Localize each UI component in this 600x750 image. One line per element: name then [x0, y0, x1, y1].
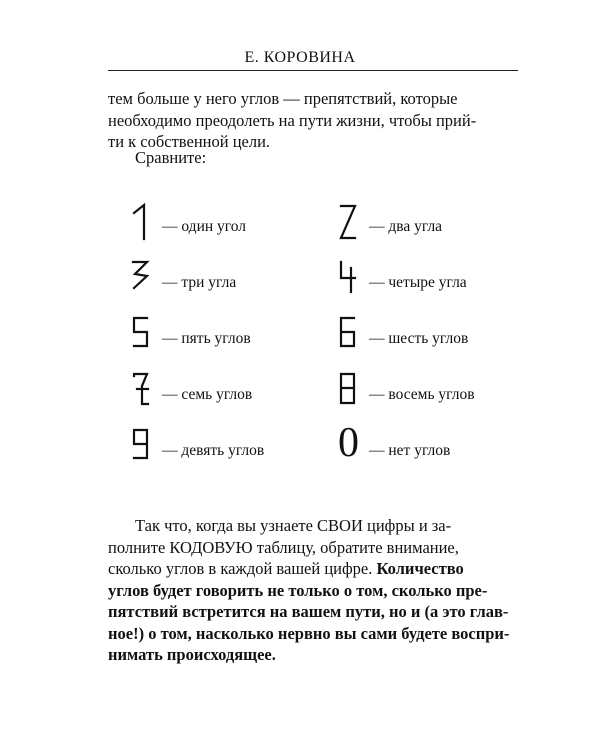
intro-line: ти к собственной цели. [108, 132, 271, 151]
closing-line [108, 601, 520, 623]
digit-nine-glyph [131, 428, 157, 464]
closing-text: Так что, когда вы узнаете СВОИ цифры и за- [135, 516, 452, 535]
digit-label: — нет углов [369, 442, 451, 459]
digit-label: — восемь углов [369, 386, 475, 403]
intro-paragraph [108, 88, 520, 153]
closing-bold-text: нимать происходящее. [108, 645, 276, 664]
intro-line: тем больше у него углов — препятствий, которые [108, 89, 458, 108]
closing-line [108, 558, 520, 580]
closing-line: полните КОДОВУЮ таблицу, обратите внимание, [108, 537, 459, 557]
closing-text: сколько углов в каждой вашей цифре. [108, 559, 377, 578]
closing-line [108, 580, 520, 602]
digit-six-glyph [338, 316, 364, 352]
closing-bold-text: ное!) о том, насколько нервно вы сами будете воспри- [108, 623, 510, 643]
closing-bold-text: углов будет говорить не только о том, сколько пре- [108, 580, 488, 600]
digit-label: — три угла [162, 274, 237, 291]
digit-three-glyph [131, 260, 157, 296]
digit-one-glyph [131, 204, 157, 240]
closing-line [108, 644, 520, 666]
closing-paragraph [108, 515, 520, 666]
closing-bold-text: пятствий встретится на вашем пути, но и (а это глав- [108, 602, 509, 621]
closing-line [108, 515, 520, 537]
closing-bold-text: Количество [376, 559, 464, 578]
digit-seven-glyph [131, 372, 157, 408]
digit-eight-glyph [338, 372, 364, 408]
digit-label: — пять углов [162, 330, 251, 347]
digit-five-glyph [131, 316, 157, 352]
running-header: Е. КОРОВИНА [244, 49, 356, 66]
digit-label: — два угла [369, 218, 443, 235]
compare-label: Сравните: [135, 148, 207, 167]
header-rule [108, 70, 518, 71]
digit-label: — один угол [162, 218, 247, 235]
digit-label: — четыре угла [369, 274, 467, 291]
digit-zero-glyph: 0 [338, 420, 359, 466]
digit-label: — девять углов [162, 442, 265, 459]
intro-line: необходимо преодолеть на пути жизни, чтобы прий- [108, 110, 477, 130]
closing-line [108, 623, 520, 645]
digit-label: — семь углов [162, 386, 253, 403]
digit-two-glyph [338, 204, 364, 240]
digit-label: — шесть углов [369, 330, 469, 347]
digit-four-glyph [338, 260, 364, 296]
